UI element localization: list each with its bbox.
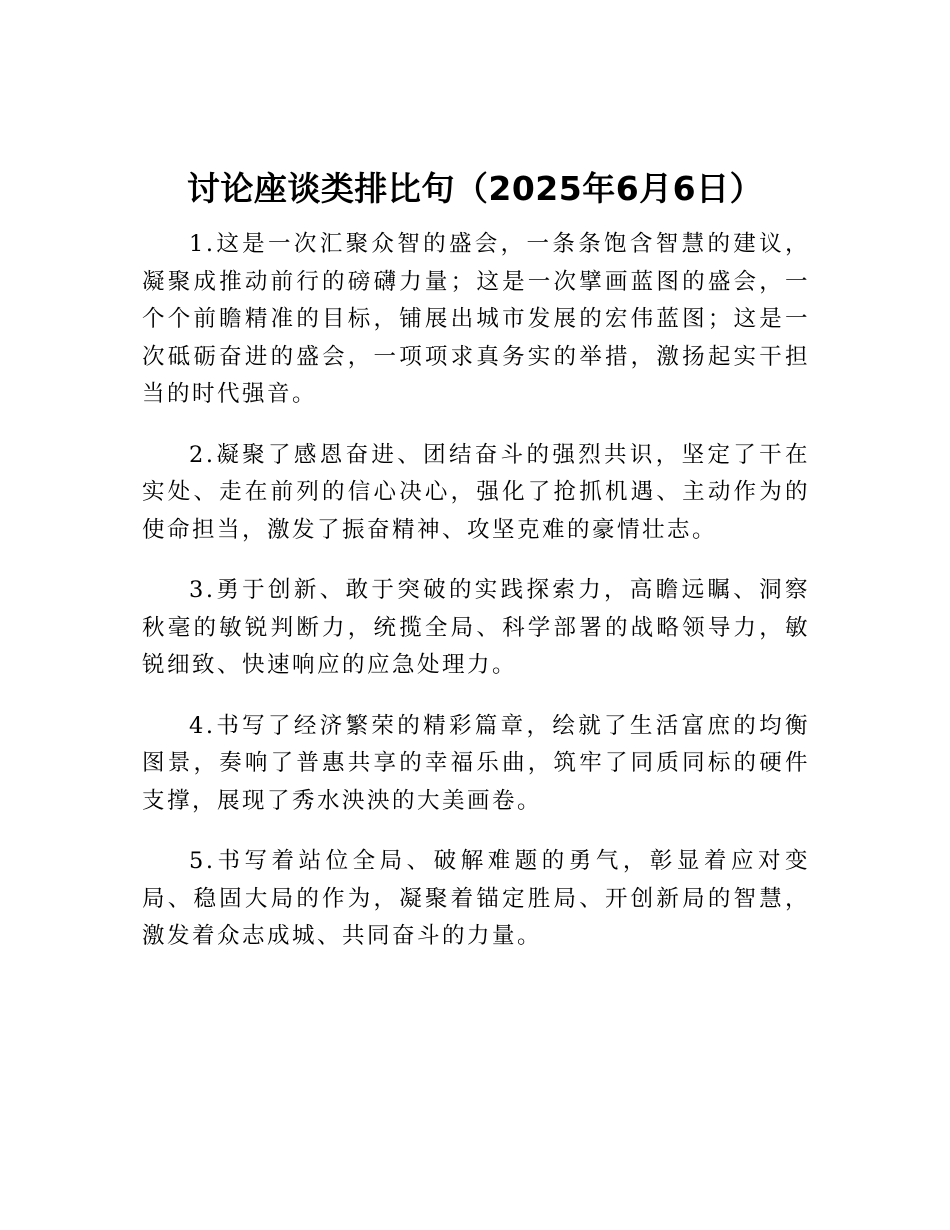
paragraph-4: 4.书写了经济繁荣的精彩篇章，绘就了生活富庶的均衡图景，奏响了普惠共享的幸福乐曲，筑牢了同质同标的硬件支撑，展现了秀水泱泱的大美画卷。 (142, 712, 810, 814)
paragraph-1: 1.这是一次汇聚众智的盛会，一条条饱含智慧的建议，凝聚成推动前行的磅礴力量；这是一次擘画蓝图的盛会，一个个前瞻精准的目标，铺展出城市发展的宏伟蓝图；这是一次砥砺奋进的盛会，一项项求真务实的举措，激扬起实干担当的时代强音。 (142, 231, 810, 407)
document-title: 讨论座谈类排比句（2025年6月6日） (186, 169, 764, 208)
paragraph-3: 3.勇于创新、敢于突破的实践探索力，高瞻远瞩、洞察秋毫的敏锐判断力，统揽全局、科学部署的战略领导力，敏锐细致、快速响应的应急处理力。 (142, 577, 810, 678)
paragraph-2: 2.凝聚了感恩奋进、团结奋斗的强烈共识，坚定了干在实处、走在前列的信心决心，强化了抢抓机遇、主动作为的使命担当，激发了振奋精神、攻坚克难的豪情壮志。 (142, 441, 810, 543)
paragraph-5: 5.书写着站位全局、破解难题的勇气，彰显着应对变局、稳固大局的作为，凝聚着锚定胜局、开创新局的智慧，激发着众志成城、共同奋斗的力量。 (142, 848, 810, 949)
document-body (142, 226, 810, 979)
